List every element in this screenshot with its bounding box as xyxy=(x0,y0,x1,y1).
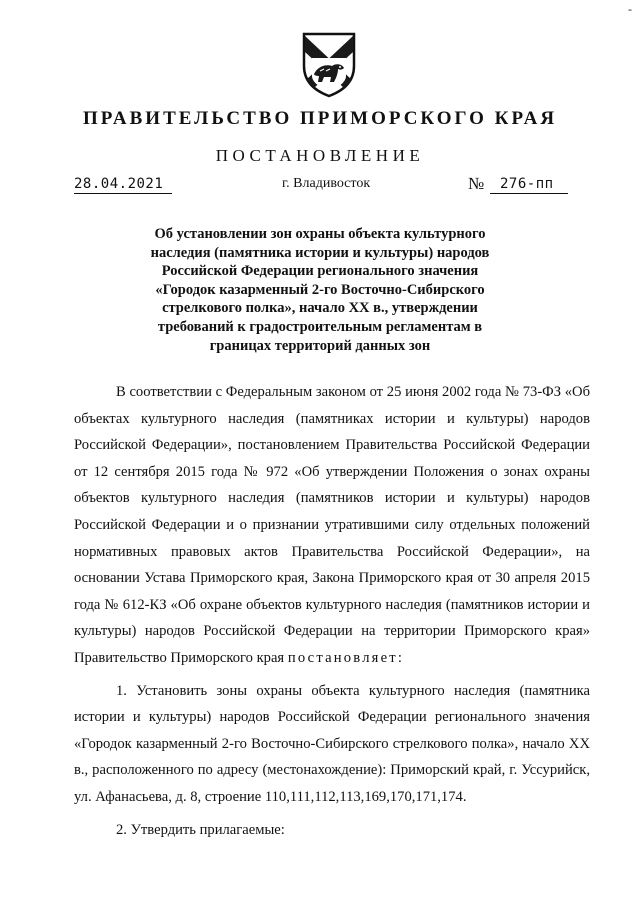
document-meta-row xyxy=(74,176,568,200)
document-number: 276-пп xyxy=(500,176,554,192)
document-date: 28.04.2021 xyxy=(74,176,164,192)
preamble-paragraph xyxy=(74,379,590,672)
operative-word: постановляет: xyxy=(287,649,405,666)
item-2-paragraph: 2. Утвердить прилагаемые: xyxy=(116,821,285,838)
document-city: г. Владивосток xyxy=(282,176,371,191)
preamble-text: В соответствии с Федеральным законом от 25 июня 2002 года № 73-ФЗ «Об объектах культурного наследия (памятниках истории и культуры) народов Российской Федерации», постановлением Правительства Российской Федерации от 12 сентября 2015 года № 972 «Об утверждении Положения о зонах охраны объектов культурного наследия (памятников истории и культуры) народов Российской Федерации и о признании утратившими силу отдельных положений нормативных правовых актов Правительства Российской Федерации», на основании Устава Приморского края, Закона Приморского края от 30 апреля 2015 года № 612-КЗ «Об охране объектов культурного наследия (памятников истории и культуры) народов Российской Федерации на территории Приморского края» Правительство Приморского края xyxy=(74,384,590,666)
document-body xyxy=(74,379,590,849)
coat-of-arms-icon xyxy=(300,30,358,98)
date-underline xyxy=(74,193,172,194)
number-underline xyxy=(490,193,568,194)
document-type: ПОСТАНОВЛЕНИЕ xyxy=(215,146,425,165)
corner-mark: - xyxy=(628,2,632,16)
number-sign: № xyxy=(468,174,485,193)
government-title: ПРАВИТЕЛЬСТВО ПРИМОРСКОГО КРАЯ xyxy=(82,108,558,129)
document-subject: Об установлении зон охраны объекта культурного наследия (памятника истории и культуры) народов Российской Федерации регионального значения «Городок казарменный 2-го Восточно-Сибирского стрелкового полка», начало XX в., утверждении требований к градостроительным регламентам в границах территорий данных зон xyxy=(150,226,490,354)
item-1-paragraph: 1. Установить зоны охраны объекта культурного наследия (памятника истории и культуры) народов Российской Федерации регионального значения «Городок казарменный 2-го Восточно-Сибирского стрелкового полка», начало XX в., расположенного по адресу (местонахождение): Приморский край, г. Уссурийск, ул. Афанасьева, д. 8, строение 110,111,112,113,169,170,171,174. xyxy=(74,682,590,805)
